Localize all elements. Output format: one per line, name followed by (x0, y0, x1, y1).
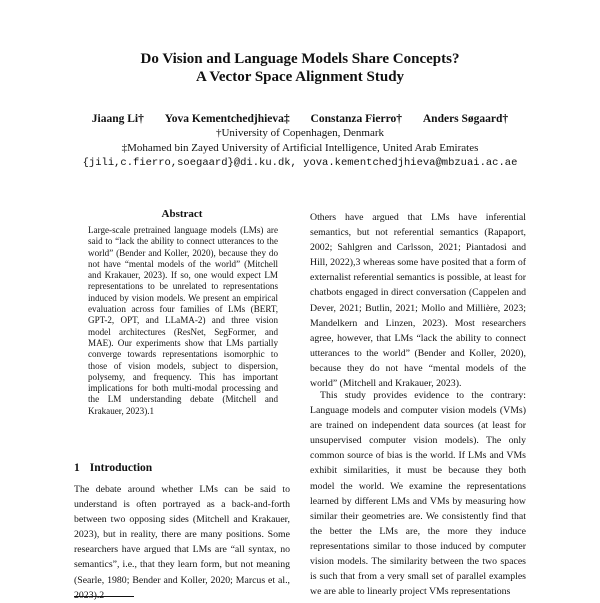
author-2: Yova Kementchedjhieva‡ (164, 113, 290, 125)
author-1: Jiaang Li† (91, 113, 144, 125)
intro-paragraph: The debate around whether LMs can be said to understand is often portrayed as a back-and-forth between two opposing sides (Mitchell and Krakauer, 2023), but in reality, there are many positions. Some researchers have argued that LMs are “all syntax, no semantics”, i.e., that they learn form, but not meaning (Searle, 1980; Bender and Koller, 2020; Marcus et al., (74, 484, 290, 586)
title-line-2: A Vector Space Alignment Study (195, 69, 405, 85)
right-column-paragraph-2: This study provides evidence to the contrary: Language models and computer vision models (VMs) are trained on independent data sources (at least for unsupervised computer vision models). The only common source of bias is the world. If LMs and VMs exhibit similarities, it must be because they both model the world. We examine the representations learned by different LMs and VMs by measuring how similar their geometries are. We consistently find that the better the LMs are, the more they induce representations similar to those induced by computer vision models. The similarity between the two spaces is such that from a very small set of parallel examples we are able to linearly project VMs representations (310, 390, 526, 598)
paper-title (0, 50, 600, 86)
footnote-rule (74, 596, 134, 597)
abstract-text: Large-scale pretrained language models (LMs) are said to “lack the ability to connect utterances to the world” (Bender and Koller, 2020), because they do not have “mental models of the world” (Mitchell and Krakauer, 2023). If so, one would expect LM representations to be unrelated to representations induced by vision models. We present an empirical evaluation across four families of LMs (BERT, GPT-2, OPT, and LLaMA-2) and three vision model architectures (ResNet, SegFormer, and MAE). Our experiments show that LMs partially converge towards representations isomorphic to those of vision models, subject to dispersion, polysemy, and frequency. This has important implications for both multi-modal processing and the LM understanding debate (Mitchell and Krakauer, 2023).1 (88, 225, 278, 416)
section-number: 1 (74, 462, 80, 474)
section-heading-introduction (74, 462, 152, 474)
abstract-heading: Abstract (161, 208, 203, 220)
author-emails: {jili,c.fierro,soegaard}@di.ku.dk, yova.kementchedjhieva@mbzuai.ac.ae (82, 157, 518, 169)
affiliation-mbzuai: ‡Mohamed bin Zayed University of Artificial Intelligence, United Arab Emirates (121, 142, 479, 154)
author-3: Constanza Fierro† (310, 113, 402, 125)
affiliation-copenhagen: †University of Copenhagen, Denmark (215, 127, 384, 139)
right-column-paragraph-1: Others have argued that LMs have inferential semantics, but not referential semantics (Rapaport, 2002; Sahlgren and Carlsson, 2021; Piantadosi and Hill, 2022),3 whereas some have posited that a form of externalist referential semantics is possible, at least for chatbots engaged in direct conversation (Cappelen and Dever, 2021; Butlin, 2021; Mollo and Millière, 2023; Mandelkern and Linzen, 2023). Most researchers agree, however, that LMs “lack the ability to connect utterances to the world” (Bender and Koller, 2020), because they do not have “mental models of the world” (Mitchell and Krakauer, 2023). (310, 212, 526, 390)
title-line-1: Do Vision and Language Models Share Concepts? (140, 51, 460, 67)
author-list (0, 112, 600, 126)
section-title: Introduction (89, 462, 153, 474)
author-4: Anders Søgaard† (422, 113, 509, 125)
